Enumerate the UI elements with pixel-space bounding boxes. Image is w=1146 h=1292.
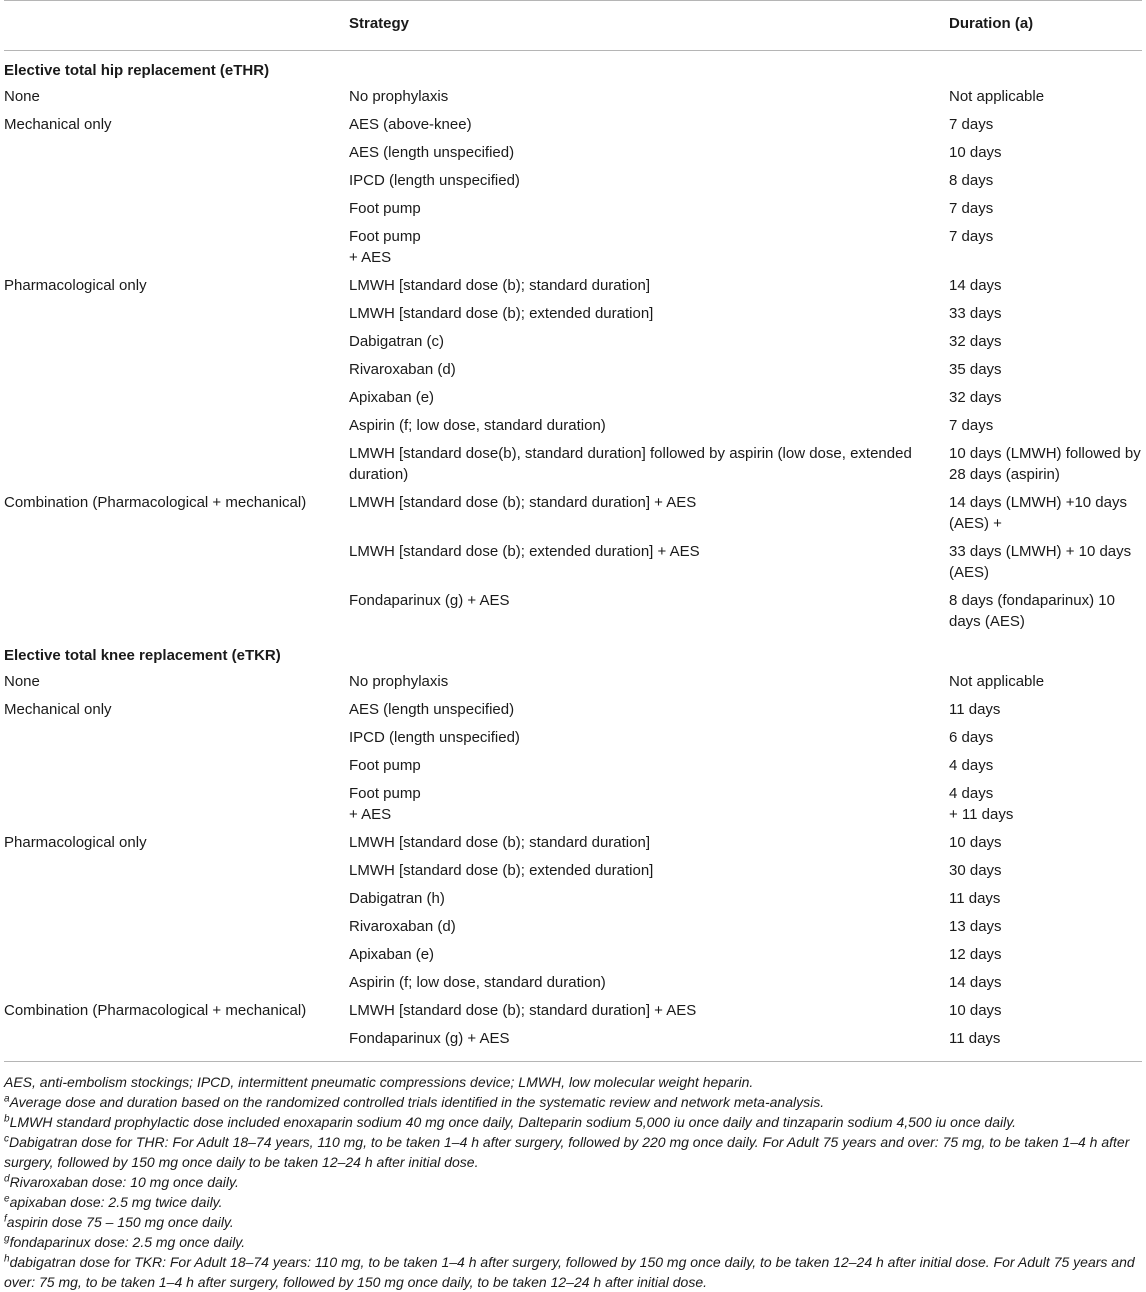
duration-cell: 4 days + 11 days	[949, 785, 1014, 823]
footnote-text: AES, anti-embolism stockings; IPCD, intermittent pneumatic compressions device; LMWH, low molecular weight heparin.	[4, 1074, 754, 1090]
table-row	[4, 167, 1142, 195]
footnote	[4, 1132, 1142, 1172]
category-cell: Combination (Pharmacological + mechanical)	[4, 1002, 307, 1019]
category-cell	[4, 300, 349, 328]
duration-cell: 32 days	[949, 389, 1002, 406]
strategy-cell: Dabigatran (h)	[349, 890, 445, 907]
footnote	[4, 1252, 1142, 1292]
footnote-mark: b	[4, 1113, 10, 1125]
strategy-cell: LMWH [standard dose (b); extended duration]	[349, 862, 654, 879]
duration-cell: 7 days	[949, 200, 994, 217]
table-row	[4, 195, 1142, 223]
table-row	[4, 780, 1142, 829]
duration-cell: 35 days	[949, 361, 1002, 378]
strategy-cell: IPCD (length unspecified)	[349, 172, 520, 189]
table-row	[4, 696, 1142, 724]
category-cell	[4, 195, 349, 223]
duration-cell: 13 days	[949, 918, 1002, 935]
strategy-cell: Foot pump	[349, 757, 421, 774]
strategy-cell: LMWH [standard dose (b); extended duration]	[349, 305, 654, 322]
duration-cell: 30 days	[949, 862, 1002, 879]
strategy-cell: Aspirin (f; low dose, standard duration)	[349, 417, 606, 434]
category-cell	[4, 223, 349, 272]
duration-cell: 14 days	[949, 974, 1002, 991]
header-category	[4, 1, 349, 51]
duration-cell: 10 days	[949, 1002, 1002, 1019]
strategy-cell: AES (above-knee)	[349, 116, 472, 133]
duration-cell: 11 days	[949, 701, 1001, 718]
table-row	[4, 969, 1142, 997]
category-cell	[4, 1025, 349, 1062]
duration-cell: 8 days	[949, 172, 994, 189]
duration-cell: 7 days	[949, 116, 994, 133]
category-cell	[4, 356, 349, 384]
category-cell	[4, 412, 349, 440]
category-cell	[4, 885, 349, 913]
table-row	[4, 1025, 1142, 1062]
duration-cell: 14 days	[949, 277, 1002, 294]
strategy-cell: Aspirin (f; low dose, standard duration)	[349, 974, 606, 991]
strategy-cell: Rivaroxaban (d)	[349, 918, 456, 935]
table-row	[4, 139, 1142, 167]
table-row	[4, 885, 1142, 913]
strategy-cell: Fondaparinux (g) + AES	[349, 1030, 510, 1047]
duration-cell: 33 days	[949, 305, 1002, 322]
strategy-cell: Foot pump + AES	[349, 785, 421, 823]
strategy-cell: LMWH [standard dose(b), standard duration] followed by aspirin (low dose, extended duration)	[349, 445, 912, 483]
strategy-cell: Rivaroxaban (d)	[349, 361, 456, 378]
table-row	[4, 356, 1142, 384]
strategy-cell: Foot pump	[349, 200, 421, 217]
duration-cell: 6 days	[949, 729, 994, 746]
strategy-cell: Dabigatran (c)	[349, 333, 445, 350]
duration-cell: 10 days (LMWH) followed by 28 days (aspirin)	[949, 445, 1141, 483]
duration-cell: 11 days	[949, 890, 1001, 907]
strategy-cell: LMWH [standard dose (b); extended duration] + AES	[349, 543, 700, 560]
table-row	[4, 328, 1142, 356]
footnote-text: Rivaroxaban dose: 10 mg once daily.	[9, 1174, 239, 1190]
table-footnotes	[4, 1072, 1142, 1292]
category-cell	[4, 440, 349, 489]
duration-cell: 7 days	[949, 417, 994, 434]
table-row	[4, 724, 1142, 752]
footnote-mark: g	[4, 1233, 10, 1245]
duration-cell: 4 days	[949, 757, 994, 774]
table-row	[4, 111, 1142, 139]
table-row	[4, 223, 1142, 272]
table-row	[4, 752, 1142, 780]
table-body	[4, 51, 1142, 1062]
section-row	[4, 636, 1142, 668]
category-cell: Mechanical only	[4, 116, 112, 133]
table-row	[4, 538, 1142, 587]
section-row	[4, 51, 1142, 84]
strategy-cell: Fondaparinux (g) + AES	[349, 592, 510, 609]
category-cell	[4, 724, 349, 752]
footnote	[4, 1232, 1142, 1252]
table-row	[4, 913, 1142, 941]
footnote	[4, 1192, 1142, 1212]
strategy-cell: Apixaban (e)	[349, 946, 435, 963]
category-cell	[4, 167, 349, 195]
category-cell: Pharmacological only	[4, 277, 147, 294]
header-strategy: Strategy	[349, 15, 410, 32]
footnote-mark: f	[4, 1213, 7, 1225]
header-duration: Duration (a)	[949, 15, 1034, 32]
table-row	[4, 83, 1142, 111]
category-cell: Combination (Pharmacological + mechanical)	[4, 494, 307, 511]
section-title: Elective total knee replacement (eTKR)	[4, 647, 281, 664]
category-cell	[4, 969, 349, 997]
section-title: Elective total hip replacement (eTHR)	[4, 62, 270, 79]
table-row	[4, 668, 1142, 696]
footnote-mark: c	[4, 1133, 9, 1145]
duration-cell: 10 days	[949, 144, 1002, 161]
table-row	[4, 272, 1142, 300]
category-cell	[4, 857, 349, 885]
category-cell: Pharmacological only	[4, 834, 147, 851]
duration-cell: 12 days	[949, 946, 1002, 963]
table-header	[4, 1, 1142, 51]
category-cell: None	[4, 88, 40, 105]
category-cell	[4, 913, 349, 941]
footnote-mark: e	[4, 1193, 10, 1205]
table-row	[4, 857, 1142, 885]
footnote	[4, 1172, 1142, 1192]
table-row	[4, 587, 1142, 636]
category-cell	[4, 538, 349, 587]
duration-cell: 11 days	[949, 1030, 1001, 1047]
footnote	[4, 1112, 1142, 1132]
strategy-cell: LMWH [standard dose (b); standard duration] + AES	[349, 494, 697, 511]
strategy-cell: LMWH [standard dose (b); standard duration]	[349, 277, 650, 294]
duration-cell: Not applicable	[949, 673, 1045, 690]
footnote-text: dabigatran dose for TKR: For Adult 18–74 years: 110 mg, to be taken 1–4 h after surgery, followed by 150 mg once daily, to be taken 12–24 h after initial dose. For Adult 75 years and over: 75 mg, to be taken 1–4 h after surgery, followed by 150 mg once daily, to be taken 12–24 h after initial dose.	[4, 1254, 1135, 1290]
strategy-cell: IPCD (length unspecified)	[349, 729, 520, 746]
strategy-cell: Apixaban (e)	[349, 389, 435, 406]
strategy-cell: Foot pump + AES	[349, 228, 421, 266]
footnote-mark: a	[4, 1093, 10, 1105]
footnote-text: fondaparinux dose: 2.5 mg once daily.	[9, 1234, 246, 1250]
footnote-text: apixaban dose: 2.5 mg twice daily.	[9, 1194, 223, 1210]
duration-cell: 7 days	[949, 228, 994, 245]
prophylaxis-table	[4, 0, 1142, 1062]
table-row	[4, 412, 1142, 440]
table-row	[4, 300, 1142, 328]
strategy-cell: LMWH [standard dose (b); standard duration]	[349, 834, 650, 851]
category-cell	[4, 384, 349, 412]
table-row	[4, 941, 1142, 969]
footnote-text: Average dose and duration based on the randomized controlled trials identified in the systematic review and network meta-analysis.	[9, 1094, 825, 1110]
duration-cell: 33 days (LMWH) + 10 days (AES)	[949, 543, 1132, 581]
table-row	[4, 440, 1142, 489]
footnote	[4, 1092, 1142, 1112]
category-cell	[4, 941, 349, 969]
footnote-text: Dabigatran dose for THR: For Adult 18–74 years, 110 mg, to be taken 1–4 h after surgery, followed by 220 mg once daily. For Adult 75 years and over: 75 mg, to be taken 1–4 h after surgery, followed by 150 mg once daily to be taken 12–24 h after initial dose.	[4, 1134, 1130, 1170]
table-row	[4, 829, 1142, 857]
category-cell	[4, 752, 349, 780]
duration-cell: 8 days (fondaparinux) 10 days (AES)	[949, 592, 1115, 630]
duration-cell: 32 days	[949, 333, 1002, 350]
footnote	[4, 1072, 1142, 1092]
category-cell	[4, 328, 349, 356]
footnote-mark: d	[4, 1173, 10, 1185]
category-cell	[4, 587, 349, 636]
strategy-cell: LMWH [standard dose (b); standard duration] + AES	[349, 1002, 697, 1019]
category-cell	[4, 780, 349, 829]
category-cell: None	[4, 673, 40, 690]
strategy-cell: No prophylaxis	[349, 88, 449, 105]
duration-cell: Not applicable	[949, 88, 1045, 105]
footnote	[4, 1212, 1142, 1232]
footnote-mark: h	[4, 1253, 10, 1265]
strategy-cell: AES (length unspecified)	[349, 144, 515, 161]
footnote-text: aspirin dose 75 – 150 mg once daily.	[6, 1214, 234, 1230]
table-row	[4, 997, 1142, 1025]
strategy-cell: AES (length unspecified)	[349, 701, 515, 718]
table-row	[4, 384, 1142, 412]
strategy-cell: No prophylaxis	[349, 673, 449, 690]
category-cell	[4, 139, 349, 167]
duration-cell: 10 days	[949, 834, 1002, 851]
duration-cell: 14 days (LMWH) +10 days (AES) +	[949, 494, 1127, 532]
category-cell: Mechanical only	[4, 701, 112, 718]
table-row	[4, 489, 1142, 538]
footnote-text: LMWH standard prophylactic dose included enoxaparin sodium 40 mg once daily, Dalteparin sodium 5,000 iu once daily and tinzaparin sodium 4,500 iu once daily.	[9, 1114, 1017, 1130]
